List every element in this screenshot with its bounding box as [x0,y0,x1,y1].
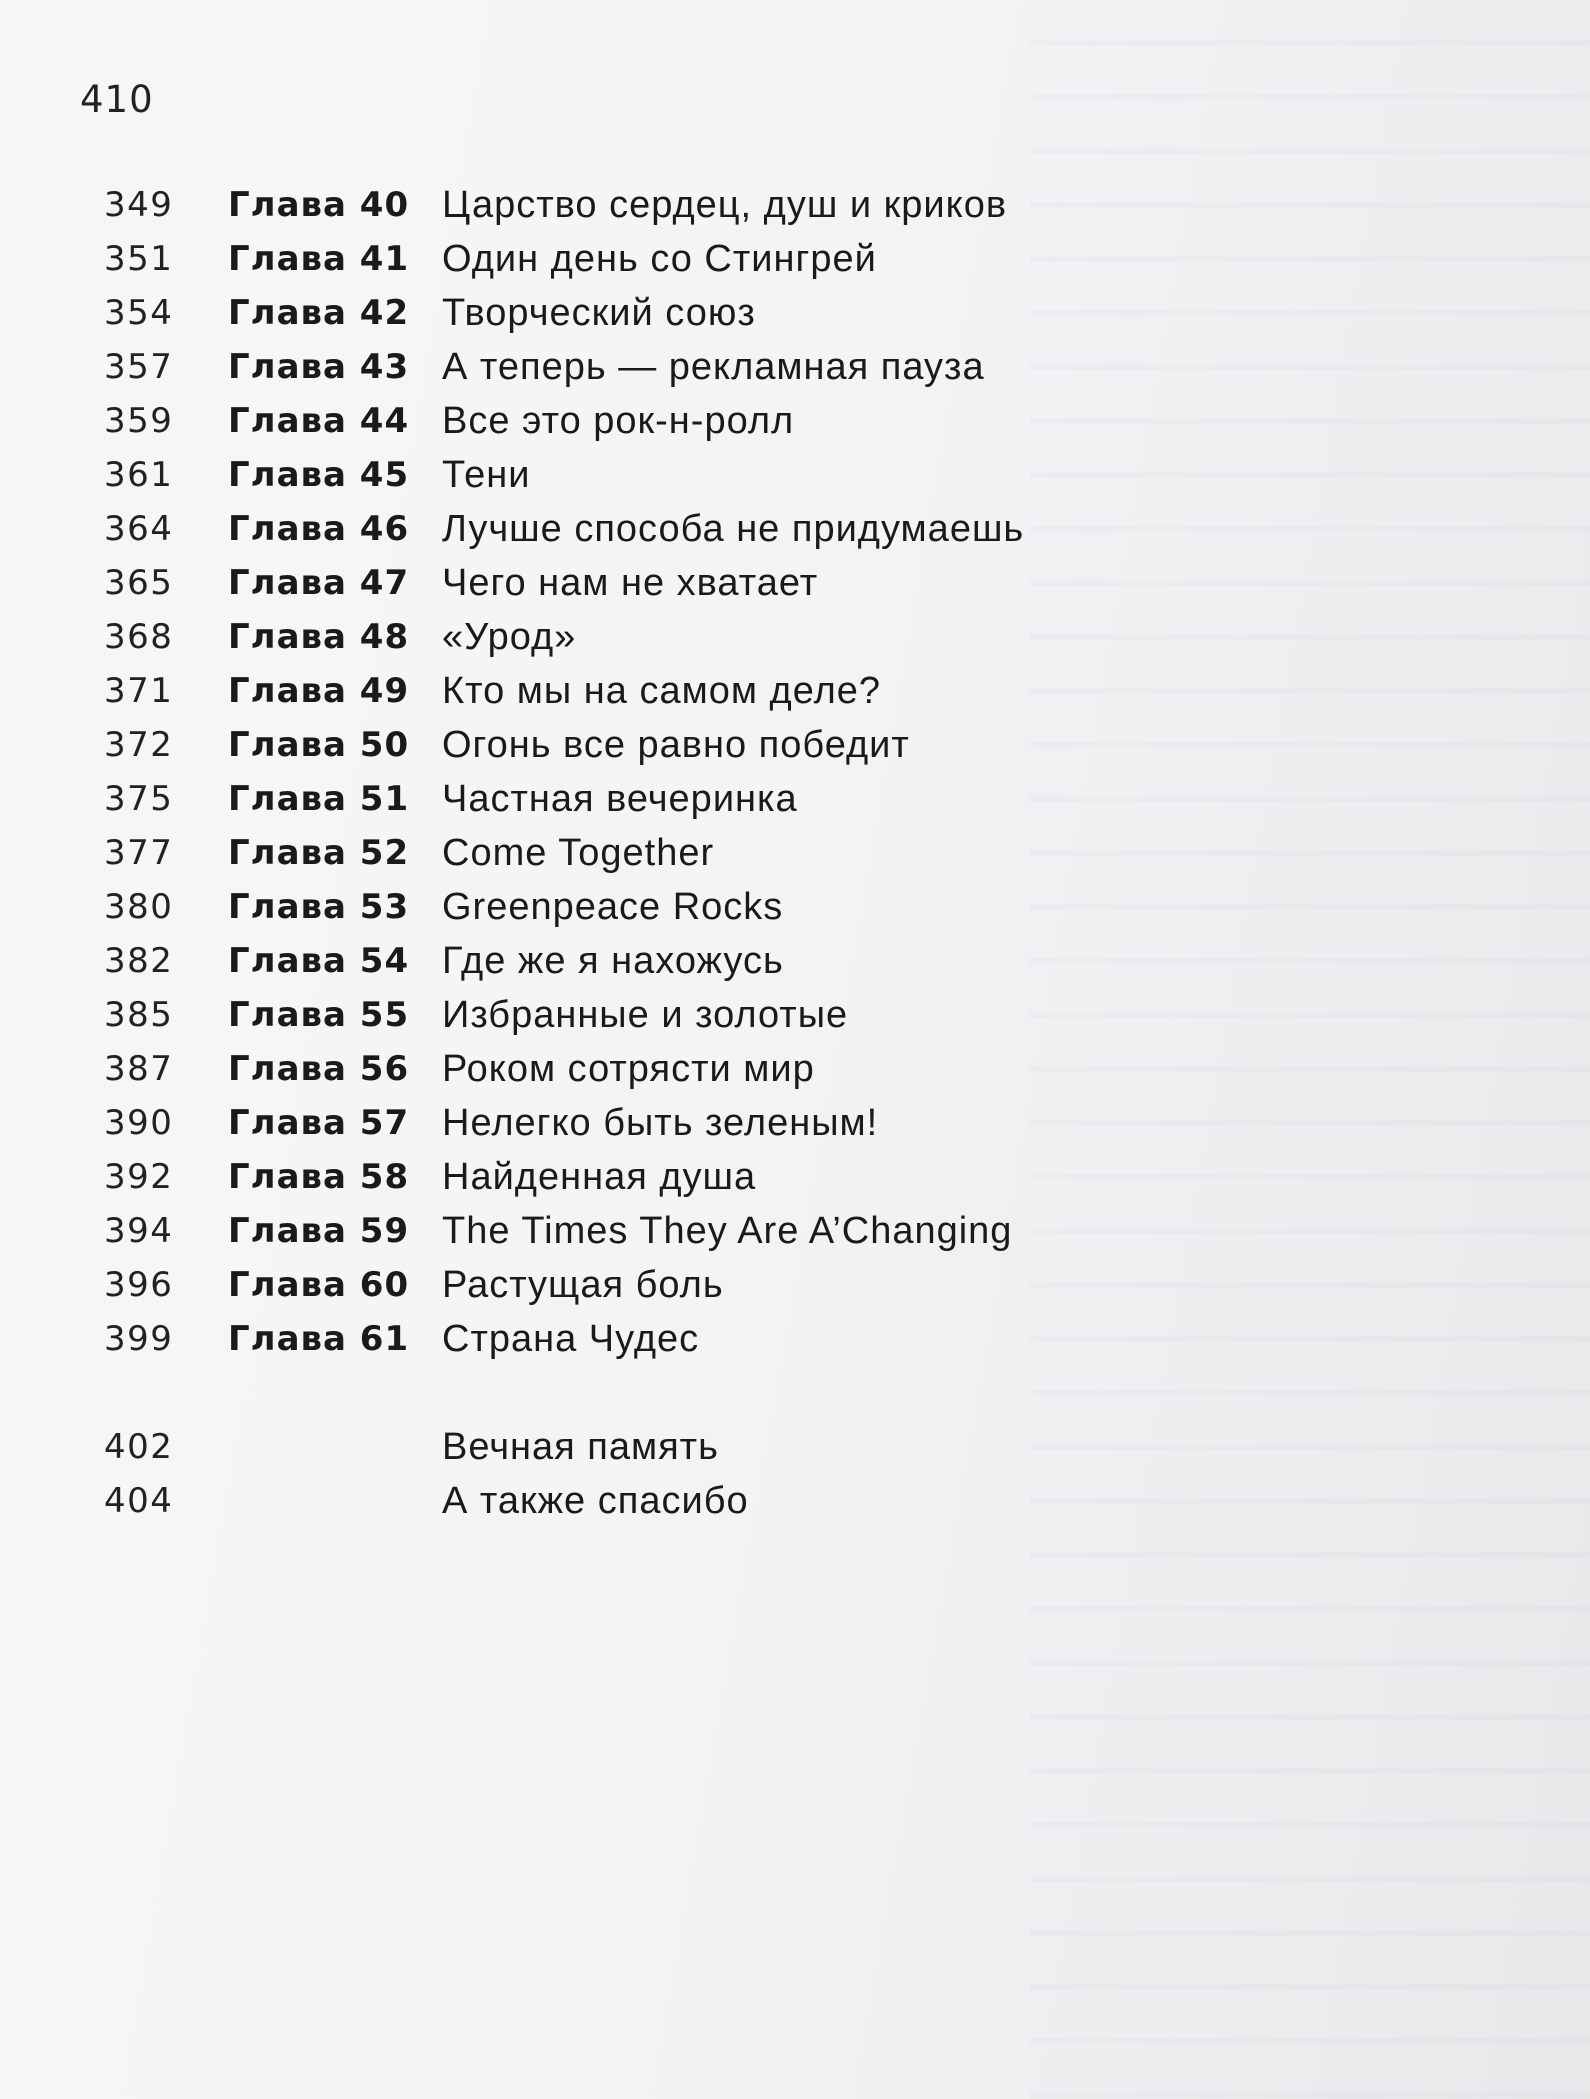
toc-page-number: 354 [104,293,174,333]
toc-chapter-title: Найденная душа [442,1156,757,1198]
toc-page-number: 402 [104,1427,174,1467]
toc-chapter-title: Нелегко быть зеленым! [442,1102,879,1144]
toc-page-number: 380 [104,887,174,927]
toc-chapter-label: Глава 48 [228,617,410,657]
toc-chapter-title: Огонь все равно победит [442,724,910,766]
toc-chapter-label: Глава 57 [228,1103,410,1143]
toc-page-number: 392 [104,1157,174,1197]
toc-chapter-title: «Урод» [442,616,577,658]
toc-chapter-label: Глава 47 [228,563,410,603]
toc-page-number: 357 [104,347,174,387]
toc-page-number: 349 [104,185,174,225]
toc-entry [0,340,1590,394]
toc-chapter-title: Творческий союз [442,292,756,334]
toc-chapter-title: Роком сотрясти мир [442,1048,815,1090]
toc-page-number: 387 [104,1049,174,1089]
toc-chapter-label: Глава 52 [228,833,410,873]
toc-chapter-title: Избранные и золотые [442,994,849,1036]
toc-page-number: 390 [104,1103,174,1143]
toc-page-number: 399 [104,1319,174,1359]
toc-chapter-label: Глава 42 [228,293,410,333]
toc-page-number: 404 [104,1481,174,1521]
toc-chapter-title: Come Together [442,832,715,874]
toc-entry [0,1312,1590,1366]
toc-appendix-entry [0,1474,1590,1528]
toc-chapter-title: Тени [442,454,531,496]
toc-entry [0,232,1590,286]
toc-page-number: 365 [104,563,174,603]
toc-entry [0,934,1590,988]
toc-page-number: 382 [104,941,174,981]
toc-entry [0,1258,1590,1312]
toc-entry [0,718,1590,772]
toc-chapter-label: Глава 49 [228,671,410,711]
toc-chapter-title: Кто мы на самом деле? [442,670,882,712]
toc-chapter-title: Растущая боль [442,1264,724,1306]
toc-page-number: 385 [104,995,174,1035]
toc-chapter-label: Глава 41 [228,239,410,279]
toc-entry [0,178,1590,232]
toc-chapter-title: The Times They Are A’Changing [442,1210,1013,1252]
toc-chapter-label: Глава 50 [228,725,410,765]
toc-entry [0,556,1590,610]
toc-chapter-title: А также спасибо [442,1480,749,1522]
toc-entry [0,988,1590,1042]
table-of-contents [0,178,1590,1528]
section-spacer [0,1366,1590,1420]
toc-entry [0,1096,1590,1150]
toc-entry [0,1204,1590,1258]
toc-entry [0,664,1590,718]
toc-page-number: 394 [104,1211,174,1251]
toc-chapter-title: Где же я нахожусь [442,940,784,982]
toc-page-number: 371 [104,671,174,711]
toc-entry [0,826,1590,880]
toc-page-number: 364 [104,509,174,549]
toc-page-number: 375 [104,779,174,819]
toc-entry [0,394,1590,448]
toc-chapter-label: Глава 58 [228,1157,410,1197]
toc-chapter-title: Частная вечеринка [442,778,798,820]
toc-entry [0,1150,1590,1204]
toc-entry [0,502,1590,556]
toc-chapter-title: Все это рок-н-ролл [442,400,795,442]
toc-chapter-label: Глава 46 [228,509,410,549]
toc-chapter-label: Глава 51 [228,779,410,819]
toc-chapter-label: Глава 60 [228,1265,410,1305]
toc-chapter-label: Глава 43 [228,347,410,387]
toc-chapter-label: Глава 59 [228,1211,410,1251]
toc-page-number: 372 [104,725,174,765]
toc-page-number: 396 [104,1265,174,1305]
toc-chapter-title: Чего нам не хватает [442,562,819,604]
toc-chapter-label: Глава 55 [228,995,410,1035]
toc-chapter-label: Глава 44 [228,401,410,441]
page-number: 410 [80,78,154,121]
toc-chapter-label: Глава 40 [228,185,410,225]
toc-page-number: 359 [104,401,174,441]
toc-chapter-label: Глава 45 [228,455,410,495]
toc-entry [0,1042,1590,1096]
toc-entry [0,772,1590,826]
toc-chapter-title: Один день со Стингрей [442,238,877,280]
toc-chapter-title: Лучше способа не придумаешь [442,508,1025,550]
toc-chapter-title: А теперь — рекламная пауза [442,346,985,388]
toc-page-number: 368 [104,617,174,657]
toc-chapter-title: Страна Чудес [442,1318,700,1360]
toc-chapter-label: Глава 56 [228,1049,410,1089]
toc-entry [0,286,1590,340]
toc-chapter-label: Глава 54 [228,941,410,981]
toc-page-number: 351 [104,239,174,279]
toc-chapter-title: Greenpeace Rocks [442,886,784,928]
toc-chapter-label: Глава 53 [228,887,410,927]
toc-page-number: 377 [104,833,174,873]
toc-chapter-title: Царство сердец, душ и криков [442,184,1008,226]
toc-entry [0,448,1590,502]
toc-appendix-entry [0,1420,1590,1474]
toc-entry [0,880,1590,934]
toc-chapter-label: Глава 61 [228,1319,410,1359]
toc-entry [0,610,1590,664]
toc-page-number: 361 [104,455,174,495]
toc-chapter-title: Вечная память [442,1426,719,1468]
